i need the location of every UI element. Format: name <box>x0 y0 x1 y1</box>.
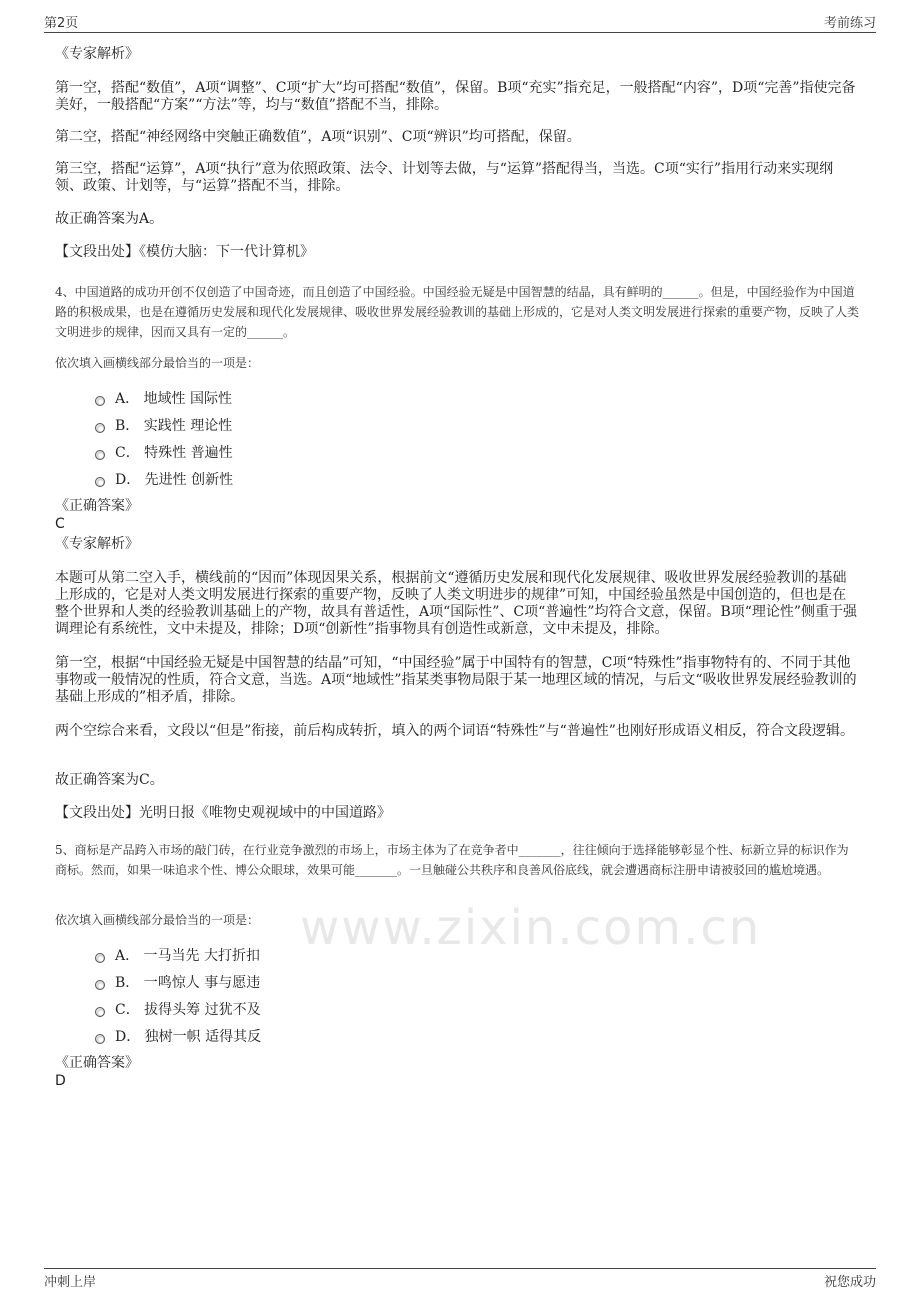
radio-icon[interactable] <box>95 450 105 460</box>
correct-answer-value: C <box>55 516 65 532</box>
option-label: D． 独树一帜 适得其反 <box>115 1029 262 1045</box>
question-5-option-d[interactable] <box>95 1026 261 1046</box>
expert-analysis-title: 《专家解析》 <box>55 536 139 552</box>
correct-answer-title: 《正确答案》 <box>55 1055 139 1071</box>
question-4-option-c[interactable] <box>95 442 233 462</box>
answer-conclusion: 故正确答案为C。 <box>55 772 164 788</box>
option-label: B． 一鸣惊人 事与愿违 <box>115 975 261 991</box>
analysis-paragraph: 第一空，搭配“数值”，A项“调整”、C项“扩大”均可搭配“数值”，保留。B项“充实”指充足，一般搭配“内容”，D项“完善”指使完备美好，一般搭配“方案”“方法”等，均与“数值”搭配不当，排除。 <box>55 80 856 113</box>
option-label: C． 拔得头筹 过犹不及 <box>115 1002 261 1018</box>
source-citation: 【文段出处】《模仿大脑：下一代计算机》 <box>55 244 314 260</box>
analysis-paragraph: 第三空，搭配“运算”，A项“执行”意为依照政策、法令、计划等去做，与“运算”搭配得当，当选。C项“实行”指用行动来实现纲领、政策、计划等，与“运算”搭配不当，排除。 <box>55 161 834 194</box>
option-label: C． 特殊性 普遍性 <box>115 445 233 461</box>
analysis-paragraph: 第二空，搭配“神经网络中突触正确数值”，A项“识别”、C项“辨识”均可搭配，保留。 <box>55 129 581 145</box>
analysis-paragraph: 本题可从第二空入手，横线前的“因而”体现因果关系，根据前文“遵循历史发展和现代化发展规律、吸收世界发展经验教训的基础上形成的，它是对人类文明发展进行探索的重要产物，反映了人类文明进步的规律”可知，中国经验虽然是中国创造的，但也是在整个世界和人类的经验教训基础上的产物，故具有普适性，A项“国际性”、C项“普遍性”均符合文意，保留。B项“理论性”侧重于强调理论有系统性，文中未提及，排除；D项“创新性”指事物具有创造性或新意，文中未提及，排除。 <box>55 570 858 637</box>
radio-icon[interactable] <box>95 477 105 487</box>
question-5-prompt: 依次填入画横线部分最恰当的一项是： <box>55 913 260 927</box>
question-5-stem: 5、商标是产品跨入市场的敲门砖，在行业竞争激烈的市场上，市场主体为了在竞争者中_______，往往倾向于选择能够彰显个性、标新立异的标识作为商标。然而，如果一味追求个性、博公众眼球，效果可能_______。一旦触碰公共秩序和良善风俗底线，就会遭遇商标注册申请被驳回的尴尬境遇。 <box>55 843 849 877</box>
question-5-option-c[interactable] <box>95 999 261 1019</box>
question-4-stem: 4、中国道路的成功开创不仅创造了中国奇迹，而且创造了中国经验。中国经验无疑是中国智慧的结晶，具有鲜明的______。但是，中国经验作为中国道路的积极成果，也是在遵循历史发展和现代化发展规律、吸收世界发展经验教训的基础上形成的，它是对人类文明发展进行探索的重要产物，反映了人类文明进步的规律，因而又具有一定的______。 <box>55 285 860 339</box>
watermark: www.zixin.com.cn <box>300 900 762 956</box>
page-number: 第2页 <box>44 16 79 31</box>
radio-icon[interactable] <box>95 423 105 433</box>
option-label: D． 先进性 创新性 <box>115 472 234 488</box>
expert-analysis-title: 《专家解析》 <box>55 46 139 62</box>
footer-right-text: 祝您成功 <box>823 1275 876 1290</box>
question-4-option-d[interactable] <box>95 469 233 489</box>
radio-icon[interactable] <box>95 1007 105 1017</box>
answer-conclusion: 故正确答案为A。 <box>55 211 164 227</box>
question-4-option-a[interactable] <box>95 388 232 408</box>
header-title: 考前练习 <box>823 16 876 31</box>
radio-icon[interactable] <box>95 1034 105 1044</box>
radio-icon[interactable] <box>95 980 105 990</box>
analysis-paragraph: 第一空，根据“中国经验无疑是中国智慧的结晶”可知，“中国经验”属于中国特有的智慧，C项“特殊性”指事物特有的、不同于其他事物或一般情况的性质，符合文意，当选。A项“地域性”指某类事物局限于某一地理区域的情况，与后文“吸收世界发展经验教训的基础上形成的”相矛盾，排除。 <box>55 655 857 705</box>
source-citation: 【文段出处】光明日报《唯物史观视域中的中国道路》 <box>55 805 391 821</box>
option-label: A． 一马当先 大打折扣 <box>115 948 261 964</box>
question-4-option-b[interactable] <box>95 415 232 435</box>
option-label: A． 地域性 国际性 <box>115 391 233 407</box>
correct-answer-value: D <box>55 1073 66 1089</box>
correct-answer-title: 《正确答案》 <box>55 498 139 514</box>
analysis-paragraph: 两个空综合来看，文段以“但是”衔接，前后构成转折，填入的两个词语“特殊性”与“普遍性”也刚好形成语义相反，符合文段逻辑。 <box>55 723 854 739</box>
footer-left-text: 冲刺上岸 <box>44 1275 97 1290</box>
page-header <box>44 12 876 33</box>
question-5-option-b[interactable] <box>95 972 260 992</box>
option-label: B． 实践性 理论性 <box>115 418 233 434</box>
radio-icon[interactable] <box>95 953 105 963</box>
page-footer <box>44 1268 876 1290</box>
radio-icon[interactable] <box>95 396 105 406</box>
question-4-prompt: 依次填入画横线部分最恰当的一项是： <box>55 356 260 370</box>
question-5-option-a[interactable] <box>95 945 260 965</box>
